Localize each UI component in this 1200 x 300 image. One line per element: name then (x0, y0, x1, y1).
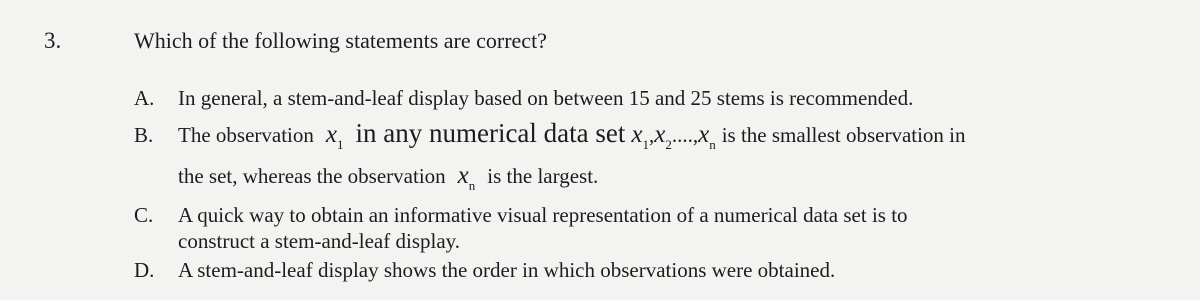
option-c-continuation (178, 229, 460, 254)
option-d (134, 258, 835, 283)
option-b (134, 118, 966, 152)
option-d-text: A stem-and-leaf display shows the order in which observations were obtained. (178, 258, 836, 282)
option-b-text-3: is the smallest observation in (721, 123, 966, 147)
option-letter-b: B. (134, 123, 154, 147)
option-c (134, 203, 908, 228)
option-b-text-1: The observation (178, 123, 314, 147)
option-letter-c: C. (134, 203, 154, 227)
math-sequence: $x_1,x_2....,x_n$ (631, 121, 716, 152)
math-x1: $x_1$ (325, 121, 344, 152)
math-xn: $x_n$ (457, 162, 476, 193)
option-b-text-5: is the largest. (487, 164, 599, 188)
option-c-text-2: construct a stem-and-leaf display. (178, 229, 461, 253)
option-b-text-2: in any numerical data set (355, 118, 626, 148)
option-a (134, 86, 913, 111)
option-c-text-1: A quick way to obtain an informative visual representation of a numerical data set is to (178, 203, 908, 227)
option-letter-a: A. (134, 86, 155, 110)
option-b-continuation (178, 162, 599, 193)
option-letter-d: D. (134, 258, 155, 282)
question-stem: Which of the following statements are correct? (134, 28, 547, 53)
question-number: 3. (44, 28, 62, 53)
option-b-text-4: the set, whereas the observation (178, 164, 446, 188)
option-a-text: In general, a stem-and-leaf display based on between 15 and 25 stems is recommended. (178, 86, 914, 110)
